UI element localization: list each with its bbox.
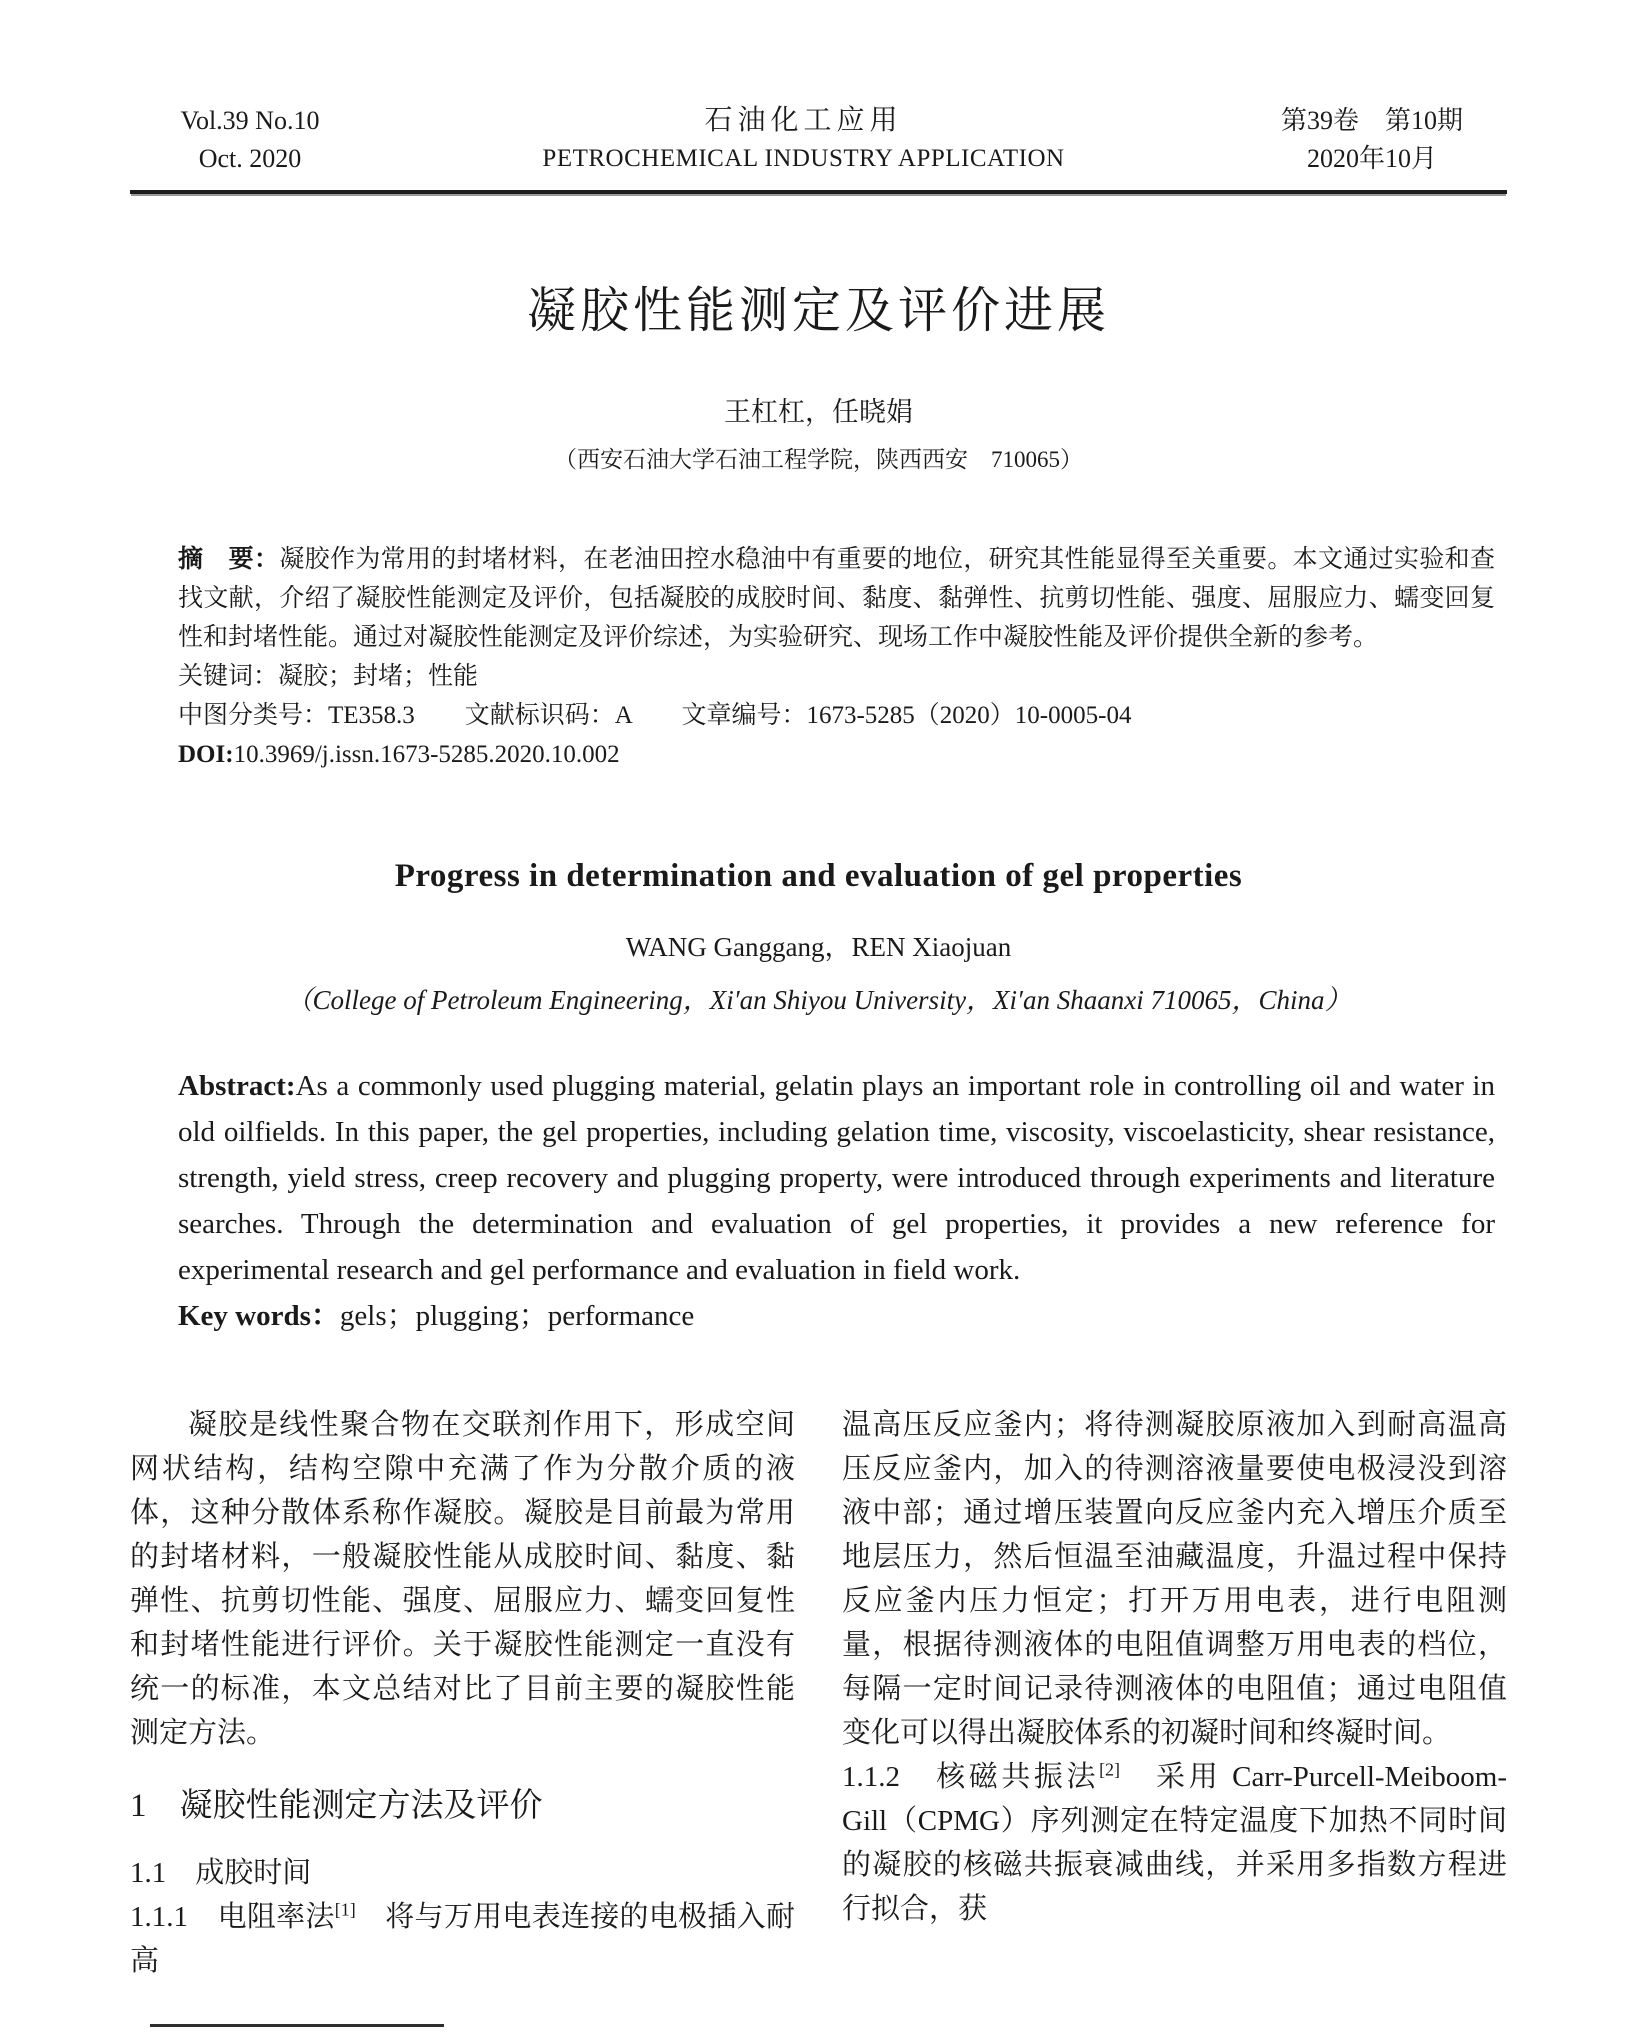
clc-line: 中图分类号：TE358.3 文献标识码：A 文章编号：1673-5285（2020）10-0005-04 xyxy=(178,702,1132,729)
footnote-separator-rule xyxy=(150,2024,444,2027)
doi-label: DOI: xyxy=(178,741,234,768)
journal-header xyxy=(130,0,1507,178)
article-affiliation-cn: （西安石油大学石油工程学院，陕西西安 710065） xyxy=(554,447,1083,472)
header-divider-rule xyxy=(130,190,1507,194)
journal-name-cn: 石油化工应用 xyxy=(704,105,903,136)
abstract-block-cn xyxy=(178,540,1495,774)
paragraph-1-1-1-lead: 1.1.1 电阻率法 xyxy=(130,1901,335,1933)
keywords-line-cn xyxy=(178,657,1495,696)
abstract-paragraph-en xyxy=(178,1063,1495,1293)
abstract-label-cn: 摘 要： xyxy=(178,546,280,573)
header-left-block xyxy=(130,102,370,178)
journal-date-en: Oct. 2020 xyxy=(198,144,302,173)
paragraph-1-1-1 xyxy=(130,1895,795,1983)
section-1-heading: 1 凝胶性能测定方法及评价 xyxy=(130,1788,543,1824)
body-column-right xyxy=(842,1403,1507,1983)
article-title-en: Progress in determination and evaluation of gel properties xyxy=(394,858,1243,894)
journal-volume-number: Vol.39 No.10 xyxy=(180,106,320,135)
abstract-paragraph-cn xyxy=(178,540,1495,657)
header-right-block xyxy=(1237,102,1507,178)
intro-paragraph: 凝胶是线性聚合物在交联剂作用下，形成空间网状结构，结构空隙中充满了作为分散介质的液体，这种分散体系称作凝胶。凝胶是目前最为常用的封堵材料，一般凝胶性能从成胶时间、黏度、黏弹性、抗剪切性能、强度、屈服应力、蠕变回复性和封堵性能进行评价。关于凝胶性能测定一直没有统一的标准，本文总结对比了目前主要的凝胶性能测定方法。 xyxy=(130,1409,795,1749)
doi-value: 10.3969/j.issn.1673-5285.2020.10.002 xyxy=(233,741,620,768)
article-authors-en: WANG Ganggang，REN Xiaojuan xyxy=(625,932,1012,962)
body-columns xyxy=(130,1403,1507,1983)
paragraph-1-1-2-lead: 1.1.2 核磁共振法 xyxy=(842,1761,1100,1793)
section-1-1-heading: 1.1 成胶时间 xyxy=(130,1857,312,1889)
article-affiliation-en: （College of Petroleum Engineering，Xi′an Shiyou University，Xi′an Shaanxi 710065，China） xyxy=(285,985,1352,1015)
article-title-cn: 凝胶性能测定及评价进展 xyxy=(526,283,1110,338)
abstract-block-en xyxy=(178,1063,1495,1339)
keywords-text-en: gels；plugging；performance xyxy=(339,1300,695,1332)
journal-name-en: PETROCHEMICAL INDUSTRY APPLICATION xyxy=(542,145,1065,172)
keywords-line-en xyxy=(178,1293,1495,1339)
body-column-left xyxy=(130,1403,795,1983)
paragraph-1-1-2 xyxy=(842,1755,1507,1931)
citation-ref-1: [1] xyxy=(334,1899,356,1920)
keywords-label-en: Key words： xyxy=(178,1300,340,1332)
keywords-text-cn: 凝胶；封堵；性能 xyxy=(278,663,479,690)
paragraph-1-1-1-continuation: 温高压反应釜内；将待测凝胶原液加入到耐高温高压反应釜内，加入的待测溶液量要使电极浸没到溶液中部；通过增压装置向反应釜内充入增压介质至地层压力，然后恒温至油藏温度，升温过程中保持反应釜内压力恒定；打开万用电表，进行电阻测量，根据待测液体的电阻值调整万用电表的档位，每隔一定时间记录待测液体的电阻值；通过电阻值变化可以得出凝胶体系的初凝时间和终凝时间。 xyxy=(842,1409,1507,1749)
keywords-label-cn: 关键词： xyxy=(178,663,279,690)
paragraph-1-1-1-text: 将与万用电表连接的电极插入耐高 xyxy=(130,1901,795,1977)
paragraph-1-1-2-text: 采用 Carr-Purcell-Meiboom-Gill（CPMG）序列测定在特定温度下加热不同时间的凝胶的核磁共振衰减曲线，并采用多指数方程进行拟合，获 xyxy=(842,1761,1507,1925)
abstract-text-cn: 凝胶作为常用的封堵材料，在老油田控水稳油中有重要的地位，研究其性能显得至关重要。本文通过实验和查找文献，介绍了凝胶性能测定及评价，包括凝胶的成胶时间、黏度、黏弹性、抗剪切性能、强度、屈服应力、蠕变回复性和封堵性能。通过对凝胶性能测定及评价综述，为实验研究、现场工作中凝胶性能及评价提供全新的参考。 xyxy=(178,546,1495,651)
doi-line xyxy=(178,735,1495,774)
header-center-block xyxy=(370,102,1237,178)
journal-issue-cn: 第39卷 第10期 xyxy=(1280,106,1463,135)
abstract-label-en: Abstract: xyxy=(178,1070,296,1102)
abstract-text-en: As a commonly used plugging material, gelatin plays an important role in controlling oil and water in old oilfields. In this paper, the gel properties, including gelation time, viscosity, viscoelasticity, shear resistance, strength, yield stress, creep recovery and plugging property, were introduced through experiments and literature searches. Through the determination and evaluation of gel properties, it provides a new reference for experimental research and gel performance and evaluation in field work. xyxy=(178,1070,1495,1286)
article-authors-cn: 王杠杠，任晓娟 xyxy=(724,397,913,427)
journal-date-cn: 2020年10月 xyxy=(1306,144,1437,173)
citation-ref-2: [2] xyxy=(1099,1759,1121,1780)
